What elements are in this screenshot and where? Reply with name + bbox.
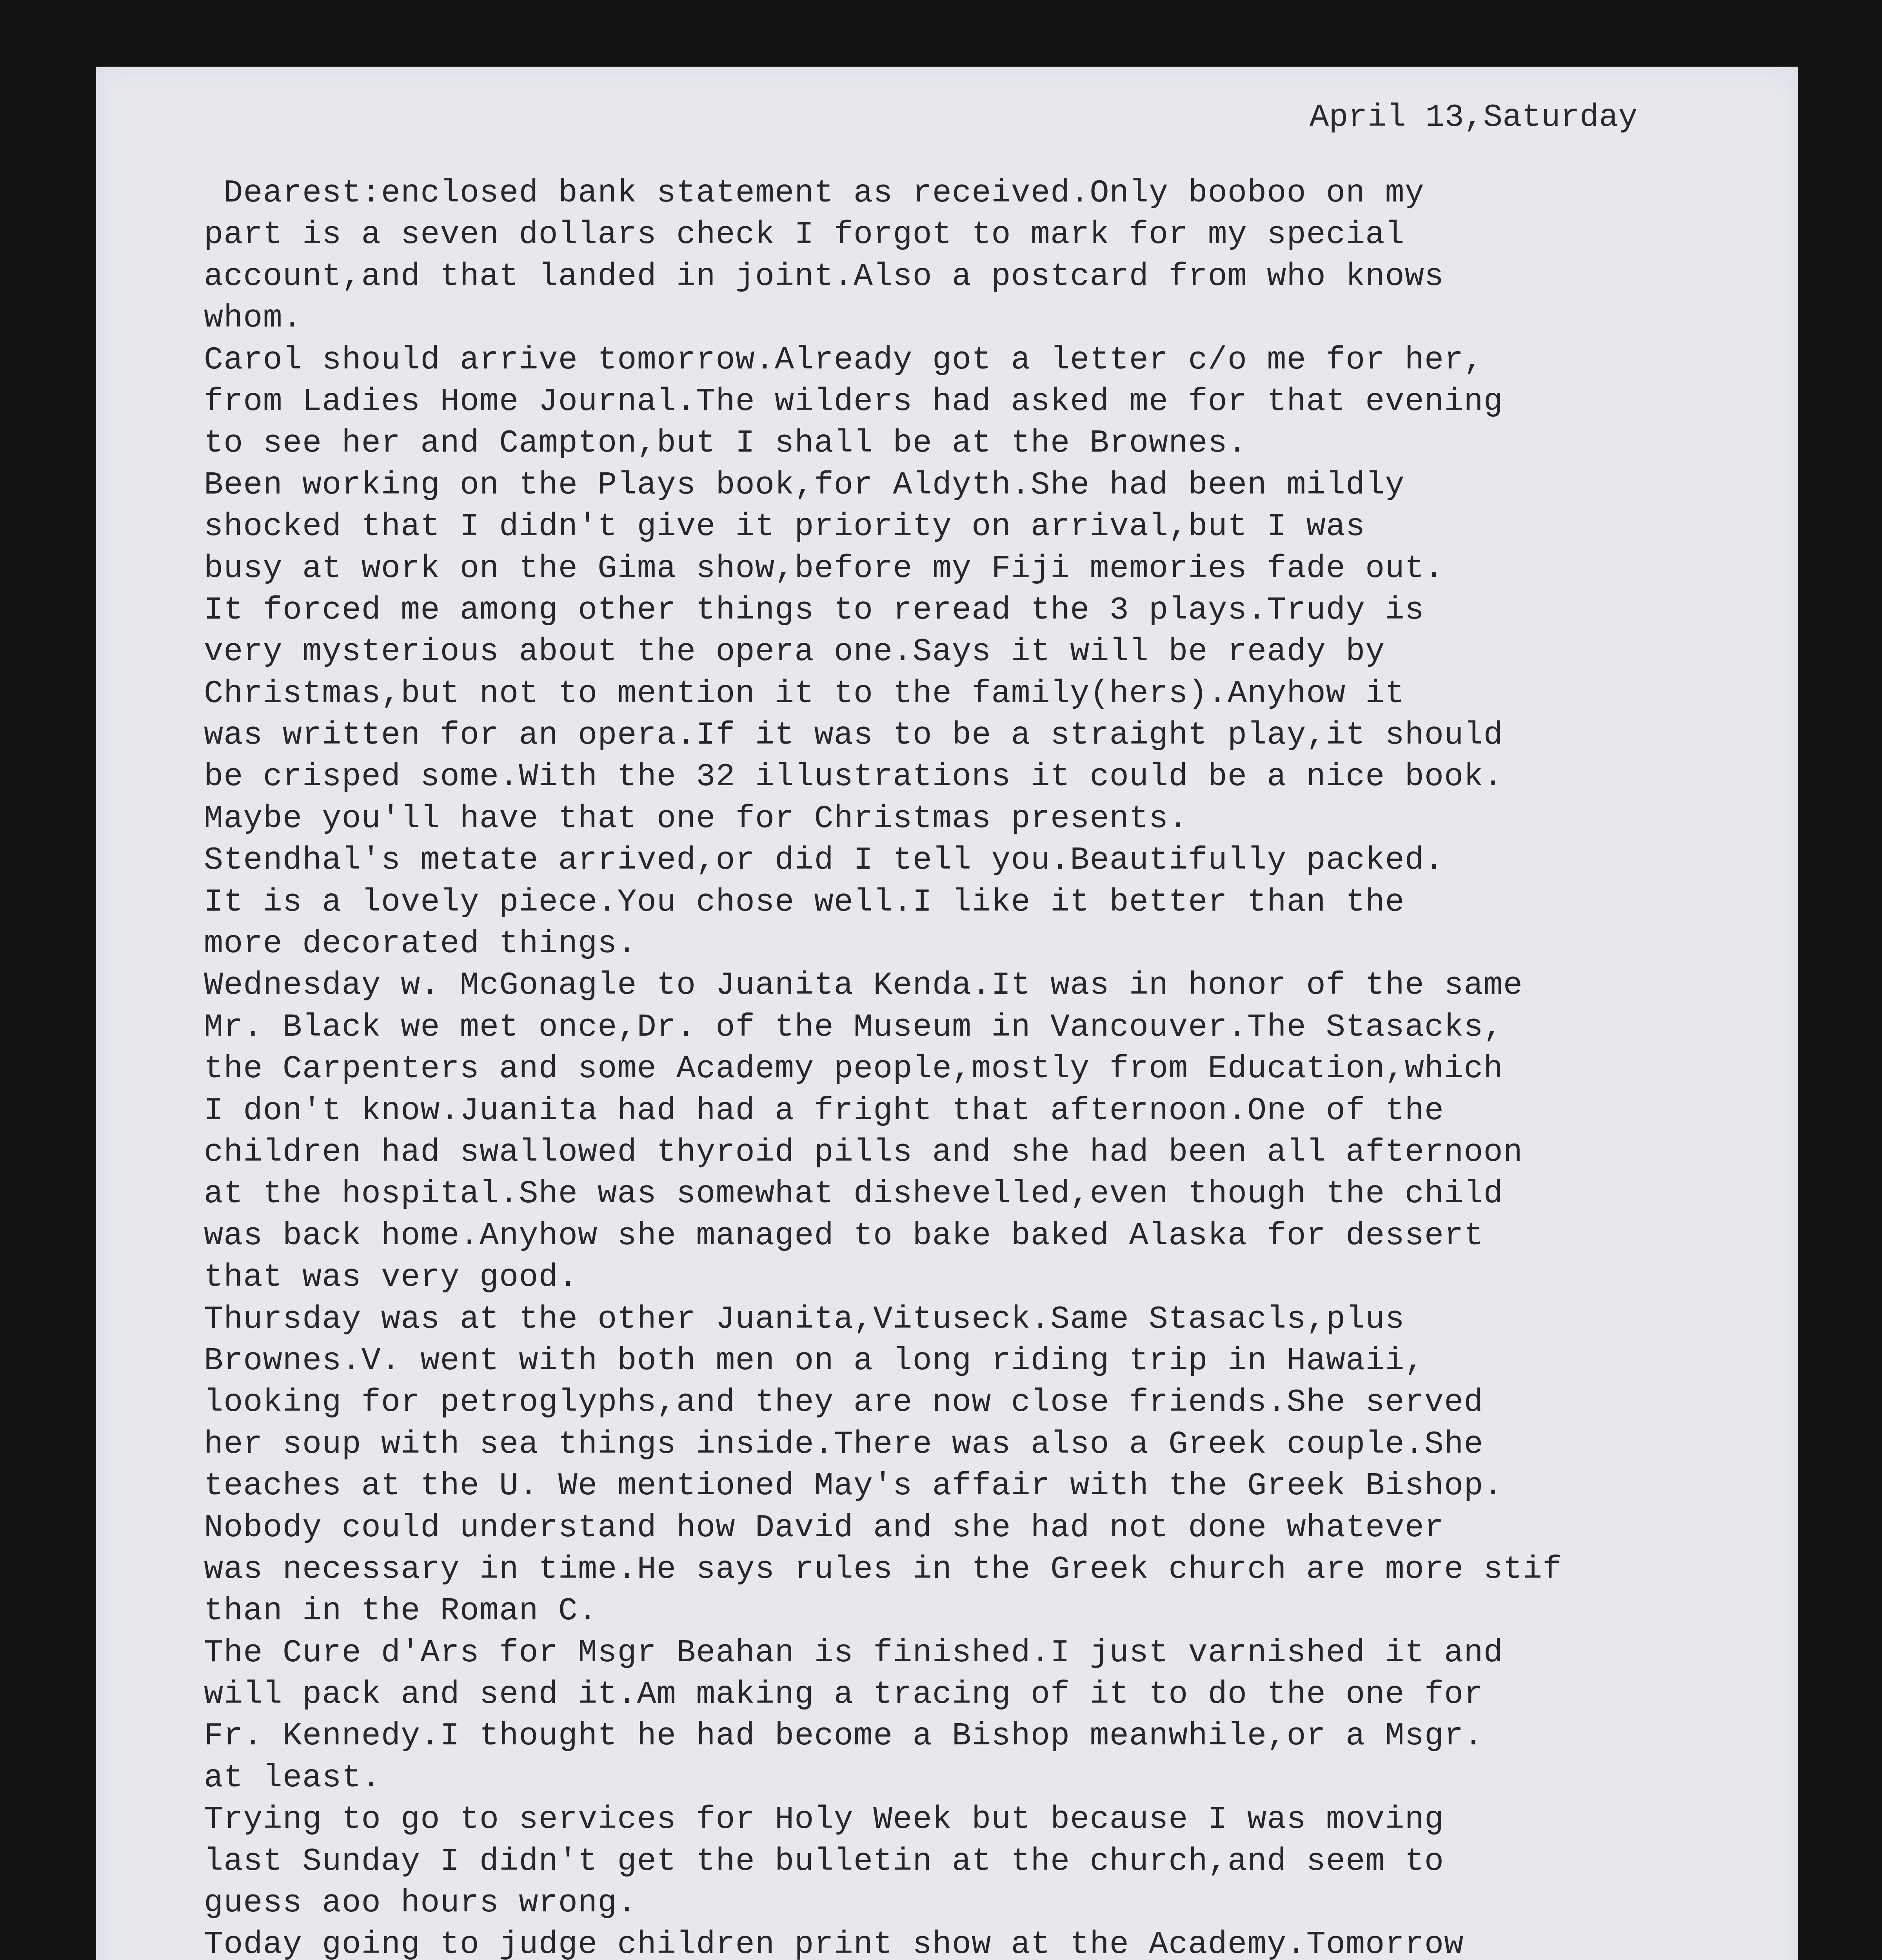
- letter-line: Fr. Kennedy.I thought he had become a Bishop meanwhile,or a Msgr.: [204, 1718, 1484, 1755]
- letter-line: last Sunday I didn't get the bulletin at the church,and seem to: [204, 1843, 1444, 1880]
- letter-line: was necessary in time.He says rules in the Greek church are more stif: [204, 1551, 1562, 1588]
- letter-line: that was very good.: [204, 1259, 578, 1296]
- letter-line: Nobody could understand how David and she had not done whatever: [204, 1509, 1444, 1546]
- letter-line: shocked that I didn't give it priority on arrival,but I was: [204, 508, 1366, 545]
- letter-line: children had swallowed thyroid pills and she had been all afternoon: [204, 1134, 1523, 1171]
- letter-line: was written for an opera.If it was to be a straight play,it should: [204, 717, 1503, 754]
- letter-line: to see her and Campton,but I shall be at the Brownes.: [204, 425, 1248, 462]
- letter-line: at least.: [204, 1759, 381, 1796]
- letter-line: looking for petroglyphs,and they are now close friends.She served: [204, 1384, 1484, 1421]
- letter-line: Today going to judge children print show at the Academy.Tomorrow: [204, 1926, 1464, 1960]
- letter-line: was back home.Anyhow she managed to bake baked Alaska for dessert: [204, 1217, 1484, 1254]
- letter-line: Stendhal's metate arrived,or did I tell you.Beautifully packed.: [204, 842, 1444, 879]
- letter-line: than in the Roman C.: [204, 1593, 598, 1630]
- letter-line: account,and that landed in joint.Also a postcard from who knows: [204, 258, 1444, 295]
- letter-line: Christmas,but not to mention it to the family(hers).Anyhow it: [204, 675, 1405, 712]
- letter-line: It forced me among other things to reread the 3 plays.Trudy is: [204, 592, 1424, 628]
- letter-line: her soup with sea things inside.There was also a Greek couple.She: [204, 1426, 1484, 1463]
- letter-line: the Carpenters and some Academy people,mostly from Education,which: [204, 1051, 1503, 1087]
- letter-body: [204, 172, 1796, 1960]
- letter-line: Trying to go to services for Holy Week but because I was moving: [204, 1801, 1444, 1838]
- letter-line: will pack and send it.Am making a tracing of it to do the one for: [204, 1676, 1484, 1713]
- letter-line: Maybe you'll have that one for Christmas presents.: [204, 800, 1188, 837]
- letter-line: very mysterious about the opera one.Says it will be ready by: [204, 633, 1385, 670]
- letter-line: busy at work on the Gima show,before my Fiji memories fade out.: [204, 550, 1444, 587]
- letter-line: guess aoo hours wrong.: [204, 1885, 637, 1922]
- letter-line: Wednesday w. McGonagle to Juanita Kenda.It was in honor of the same: [204, 967, 1523, 1004]
- letter-line: part is a seven dollars check I forgot to mark for my special: [204, 216, 1405, 253]
- letter-line: be crisped some.With the 32 illustrations it could be a nice book.: [204, 759, 1503, 795]
- letter-line: teaches at the U. We mentioned May's affair with the Greek Bishop.: [204, 1468, 1503, 1504]
- letter-line: more decorated things.: [204, 926, 637, 962]
- letter-line: whom.: [204, 300, 303, 337]
- letter-line: The Cure d'Ars for Msgr Beahan is finished.I just varnished it and: [204, 1634, 1503, 1671]
- letter-date: April 13,Saturday: [1310, 99, 1638, 136]
- letter-line: It is a lovely piece.You chose well.I like it better than the: [204, 884, 1405, 920]
- letter-line: Been working on the Plays book,for Aldyth.She had been mildly: [204, 466, 1405, 503]
- letter-line: Mr. Black we met once,Dr. of the Museum in Vancouver.The Stasacks,: [204, 1009, 1503, 1045]
- letter-line: Brownes.V. went with both men on a long riding trip in Hawaii,: [204, 1342, 1424, 1379]
- letter-line: I don't know.Juanita had had a fright that afternoon.One of the: [204, 1092, 1444, 1129]
- letter-line: from Ladies Home Journal.The wilders had asked me for that evening: [204, 383, 1503, 420]
- letter-line: at the hospital.She was somewhat dishevelled,even though the child: [204, 1176, 1503, 1212]
- letter-line: Dearest:enclosed bank statement as received.Only booboo on my: [204, 175, 1424, 211]
- letter-line: Thursday was at the other Juanita,Vituseck.Same Stasacls,plus: [204, 1301, 1405, 1338]
- letter-line: Carol should arrive tomorrow.Already got a letter c/o me for her,: [204, 341, 1484, 378]
